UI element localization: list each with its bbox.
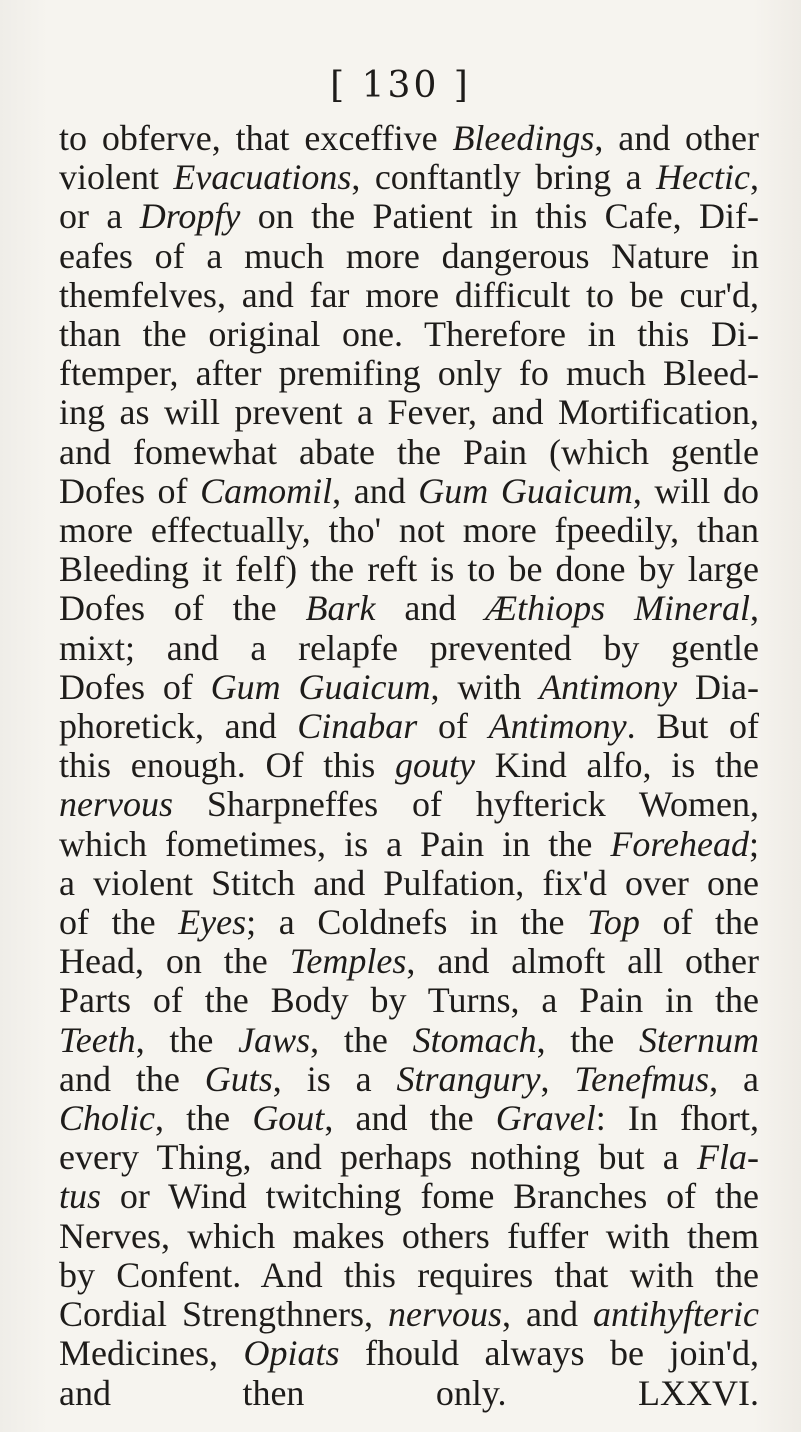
text-line <box>59 1138 759 1177</box>
italic-text: Gum Guaicum <box>210 666 431 707</box>
italic-text: Camomil <box>200 470 333 511</box>
text-run: ing as will prevent a Fever, and Mortification, <box>59 392 759 433</box>
text-run: , <box>750 588 759 629</box>
text-run: Sharpneffes of hyfterick Women, <box>172 784 759 825</box>
text-run: , the <box>536 1019 640 1060</box>
text-line <box>59 237 759 276</box>
text-line <box>59 119 759 158</box>
text-run: , the <box>135 1019 239 1060</box>
italic-text: Jaws <box>238 1019 311 1060</box>
italic-text: Bark <box>305 588 376 629</box>
text-line <box>59 276 759 315</box>
text-run: , a <box>709 1058 759 1099</box>
italic-text: Æthiops Mineral <box>485 588 750 629</box>
text-line <box>59 511 759 550</box>
italic-text: Cinabar <box>297 706 418 747</box>
text-run: Parts of the Body by Turns, a Pain in the <box>59 980 759 1021</box>
text-run: fhould always be join'd, <box>339 1333 759 1374</box>
text-line <box>59 629 759 668</box>
text-run: , and other <box>594 118 759 158</box>
text-run: Head, on the <box>59 941 290 982</box>
page-number-header: [ 130 ] <box>330 65 471 106</box>
text-line <box>59 1374 759 1413</box>
text-run: Medicines, <box>59 1333 244 1374</box>
text-run: , and almoft all other <box>406 941 760 982</box>
italic-text: Eyes <box>178 902 247 943</box>
italic-text: Teeth <box>59 1019 136 1060</box>
text-run: , and <box>502 1294 594 1335</box>
text-run: Cordial Strengthners, <box>59 1294 389 1335</box>
text-run: and <box>375 588 486 629</box>
text-run: more effectually, tho' not more fpeedily, than <box>59 510 759 551</box>
italic-text: Temples <box>289 941 407 982</box>
text-run: Dia- <box>677 666 759 707</box>
text-line <box>59 903 759 942</box>
text-line <box>59 746 759 785</box>
text-run: a violent Stitch and Pulfation, fix'd over one <box>59 862 759 903</box>
text-run: , the <box>155 1098 253 1139</box>
text-line <box>59 942 759 981</box>
text-run: : In fhort, <box>595 1098 760 1139</box>
italic-text: Guts <box>204 1058 273 1099</box>
text-run: phoretick, and <box>59 706 298 747</box>
italic-text: Gravel <box>495 1098 596 1139</box>
italic-text: Antimony <box>488 706 627 747</box>
italic-text: Strangury <box>396 1058 541 1099</box>
italic-text: Forehead <box>610 823 749 864</box>
text-line <box>59 1021 759 1060</box>
text-line <box>59 981 759 1020</box>
body-text <box>59 119 759 1413</box>
italic-text: Sternum <box>639 1019 760 1060</box>
italic-text: Top <box>587 902 640 943</box>
text-run: violent <box>59 157 174 198</box>
italic-text: tus <box>59 1176 102 1217</box>
text-run: this enough. Of this <box>59 745 396 786</box>
text-run: and the <box>59 1058 205 1099</box>
text-run: , <box>750 157 759 198</box>
italic-text: gouty <box>395 745 475 786</box>
italic-text: Gout <box>252 1098 325 1139</box>
text-run: Bleeding it felf) the reft is to be done by large <box>59 549 759 590</box>
text-run: or a <box>59 196 140 237</box>
italic-text: Bleedings <box>452 118 595 158</box>
italic-text: Hectic <box>656 157 750 198</box>
text-line <box>59 433 759 472</box>
text-line <box>59 315 759 354</box>
text-run: themfelves, and far more difficult to be cur'd, <box>59 274 759 315</box>
text-run: to obferve, that exceffive <box>59 118 453 158</box>
text-run: , and the <box>324 1098 496 1139</box>
italic-text: Gum Guaicum <box>418 470 633 511</box>
text-run: Nerves, which makes others fuffer with them <box>59 1215 759 1256</box>
text-run: Kind alfo, is the <box>475 745 759 786</box>
text-line <box>59 668 759 707</box>
text-line <box>59 393 759 432</box>
italic-text: Opiats <box>243 1333 340 1374</box>
text-run: ; <box>748 823 759 864</box>
text-run: eafes of a much more dangerous Nature in <box>59 235 759 276</box>
text-run: than the original one. Therefore in this Di- <box>59 314 759 355</box>
text-run: every Thing, and perhaps nothing but a <box>59 1137 698 1178</box>
text-line <box>59 1099 759 1138</box>
text-run: Dofes of <box>59 666 211 707</box>
text-line <box>59 707 759 746</box>
text-run: Dofes of <box>59 470 201 511</box>
text-run: and fomewhat abate the Pain (which gentle <box>59 431 759 472</box>
text-line <box>59 825 759 864</box>
italic-text: Fla- <box>697 1137 759 1178</box>
text-run: and then only. LXXVI. <box>59 1372 759 1413</box>
text-run: by Confent. And this requires that with the <box>59 1254 759 1295</box>
text-run: , <box>540 1058 575 1099</box>
italic-text: Stomach <box>412 1019 537 1060</box>
italic-text: nervous <box>388 1294 502 1335</box>
text-run: or Wind twitching fome Branches of the <box>101 1176 759 1217</box>
italic-text: Antimony <box>539 666 678 707</box>
italic-text: Tenefmus <box>574 1058 710 1099</box>
italic-text: antihyfteric <box>593 1294 760 1335</box>
italic-text: Dropfy <box>139 196 241 237</box>
text-line <box>59 589 759 628</box>
text-run: , the <box>310 1019 413 1060</box>
text-line <box>59 1295 759 1334</box>
text-run: ftemper, after premifing only fo much Bleed- <box>59 353 759 394</box>
text-run: of the <box>639 902 760 943</box>
italic-text: Evacuations <box>173 157 352 198</box>
text-run: ; a Coldnefs in the <box>246 902 588 943</box>
text-run: , conftantly bring a <box>351 157 657 198</box>
text-run: , with <box>430 666 540 707</box>
text-run: . But of <box>626 706 759 747</box>
text-line <box>59 1217 759 1256</box>
text-run: , and <box>332 470 419 511</box>
text-line <box>59 354 759 393</box>
text-line <box>59 1177 759 1216</box>
text-line <box>59 1256 759 1295</box>
text-line <box>59 197 759 236</box>
text-run: , is a <box>272 1058 397 1099</box>
text-run: , will do <box>632 470 759 511</box>
text-line <box>59 1060 759 1099</box>
text-run: which fometimes, is a Pain in the <box>59 823 611 864</box>
text-run: Dofes of the <box>59 588 306 629</box>
text-line <box>59 158 759 197</box>
text-run: of the <box>59 902 179 943</box>
text-line <box>59 472 759 511</box>
text-run: mixt; and a relapfe prevented by gentle <box>59 627 759 668</box>
text-line <box>59 1334 759 1373</box>
text-line <box>59 785 759 824</box>
italic-text: nervous <box>59 784 173 825</box>
text-line <box>59 550 759 589</box>
text-run: on the Patient in this Cafe, Dif- <box>240 196 759 237</box>
text-run: of <box>417 706 489 747</box>
italic-text: Cholic <box>59 1098 155 1139</box>
text-line <box>59 864 759 903</box>
